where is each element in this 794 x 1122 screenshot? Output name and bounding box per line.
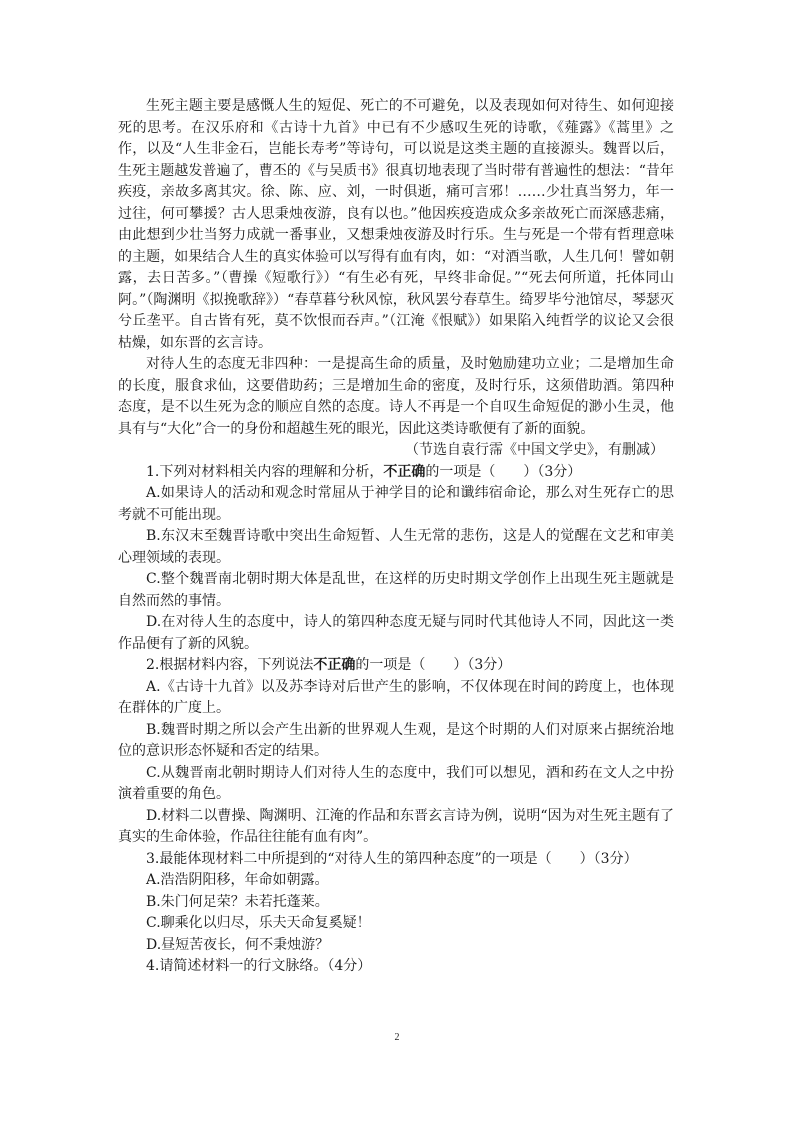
- material-paragraph-1: 生死主题主要是感慨人生的短促、死亡的不可避免，以及表现如何对待生、如何迎接死的思考。在汉乐府和《古诗十九首》中已有不少感叹生死的诗歌，《薤露》《蒿里》之作，以及“人生非金石，岂能长寿考”等诗句，可以说是这类主题的直接源头。魏晋以后，生死主题越发普遍了，曹丕的《与吴质书》很真切地表现了当时带有普遍性的想法：“昔年疾疫，亲故多离其灾。徐、陈、应、刘，一时俱逝，痛可言邪！……少壮真当努力，年一过往，何可攀援？古人思秉烛夜游，良有以也。”他因疾疫造成众多亲故死亡而深感悲痛，由此想到少壮当努力成就一番事业，又想秉烛夜游及时行乐。生与死是一个带有哲理意味的主题，如果结合人生的真实体验可以写得有血有肉，如：“对酒当歌，人生几何！譬如朝露，去日苦多。”（曹操《短歌行》）“有生必有死，早终非命促。”“死去何所道，托体同山阿。”（陶渊明《拟挽歌辞》）“春草暮兮秋风惊，秋风罢兮春草生。绮罗毕兮池馆尽，琴瑟灭兮丘垄平。自古皆有死，莫不饮恨而吞声。”（江淹《恨赋》）如果陷入纯哲学的议论又会很枯燥，如东晋的玄言诗。: [118, 98, 674, 351]
- question-3-stem: 3.最能体现材料二中所提到的“对待人生的第四种态度”的一项是（ ）（3分）: [146, 850, 638, 867]
- question-1-emphasis: 不正确: [383, 463, 426, 480]
- question-1-stem-tail: 的一项是（ ）（3分）: [425, 463, 582, 480]
- question-3-option-d: D.昼短苦夜长，何不秉烛游？: [146, 936, 330, 953]
- question-1-option-b: B.东汉末至魏晋诗歌中突出生命短暂、人生无常的悲伤，这是人的觉醒在文艺和审美心理领域的表现。: [118, 528, 674, 566]
- question-2-option-d: D.材料二以曹操、陶渊明、江淹的作品和东晋玄言诗为例，说明“因为对生死主题有了真实的生命体验，作品往往能有血有肉”。: [118, 807, 674, 845]
- question-2-option-a: A.《古诗十九首》以及苏李诗对后世产生的影响，不仅体现在时间的跨度上，也体现在群体的广度上。: [118, 678, 674, 716]
- question-1-stem-text: 1.下列对材料相关内容的理解和分析，: [146, 463, 384, 480]
- question-2-option-c: C.从魏晋南北朝时期诗人们对待人生的态度中，我们可以想见，酒和药在文人之中扮演着重要的角色。: [118, 764, 674, 802]
- question-1-stem: [118, 462, 674, 484]
- question-3-option-c: C.聊乘化以归尽，乐夫天命复奚疑！: [146, 915, 371, 931]
- question-2-emphasis: 不正确: [313, 657, 356, 673]
- source-citation: （节选自袁行霈《中国文学史》，有删减）: [405, 442, 664, 458]
- question-2-stem-text: 2.根据材料内容，下列说法: [146, 657, 314, 673]
- question-1-option-d: D.在对待人生的态度中，诗人的第四种态度无疑与同时代其他诗人不同，因此这一类作品便有了新的风貌。: [118, 614, 674, 652]
- question-2-stem-tail: 的一项是（ ）（3分）: [355, 657, 512, 673]
- page-number: 2: [394, 1032, 400, 1043]
- question-3-option-b: B.朱门何足荣？未若托蓬莱。: [146, 893, 329, 910]
- material-paragraph-2: 对待人生的态度无非四种：一是提高生命的质量，及时勉励建功立业；二是增加生命的长度，服食求仙，这要借助药；三是增加生命的密度，及时行乐，这须借助酒。第四种态度，是不以生死为念的顺应自然的态度。诗人不再是一个自叹生命短促的渺小生灵，他具有与“大化”合一的身份和超越生死的眼光，因此这类诗歌便有了新的面貌。: [118, 356, 674, 437]
- question-2-stem: [118, 655, 674, 677]
- content-block: [118, 96, 674, 978]
- question-1-option-c: C.整个魏晋南北朝时期大体是乱世，在这样的历史时期文学创作上出现生死主题就是自然而然的事情。: [118, 571, 674, 609]
- question-2-option-b: B.魏晋时期之所以会产生出新的世界观人生观，是这个时期的人们对原来占据统治地位的意识形态怀疑和否定的结果。: [118, 721, 674, 759]
- question-3-option-a: A.浩浩阴阳移，年命如朝露。: [146, 872, 329, 888]
- question-1-option-a: A.如果诗人的活动和观念时常屈从于神学目的论和谶纬宿命论，那么对生死存亡的思考就不可能出现。: [118, 485, 674, 523]
- question-4-stem: 4.请简述材料一的行文脉络。（4分）: [146, 958, 372, 974]
